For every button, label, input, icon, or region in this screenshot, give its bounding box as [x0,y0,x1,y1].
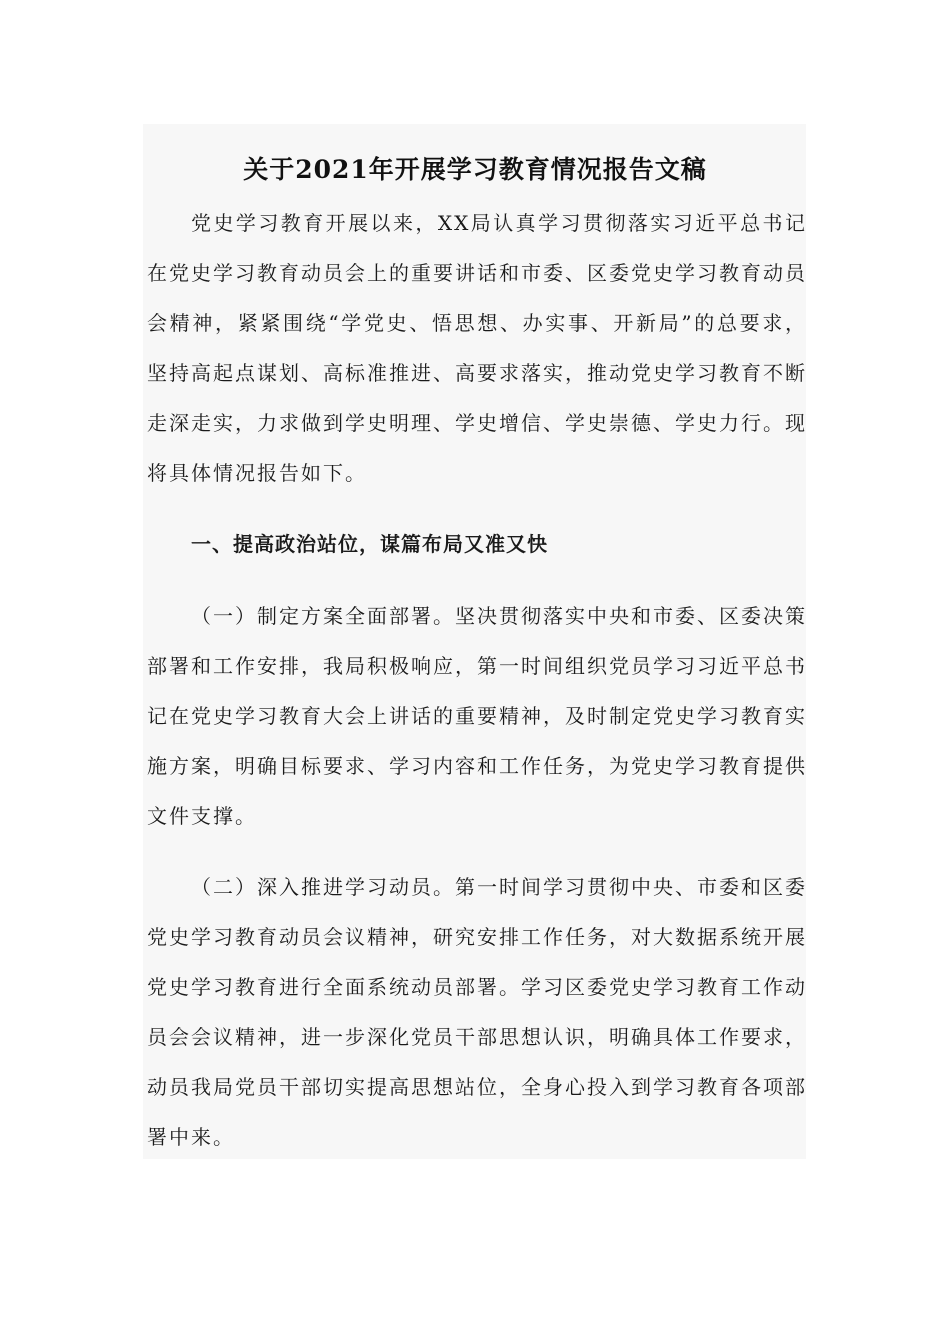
document-title: 关于2021年开展学习教育情况报告文稿 [243,154,707,184]
section-heading: 一、提高政治站位，谋篇布局又准又快 [191,532,548,556]
paragraph-1: （一）制定方案全面部署。坚决贯彻落实中央和市委、区委决策部署和工作安排，我局积极响应，第一时间组织党员学习习近平总书记在党史学习教育大会上讲话的重要精神，及时制定党史学习教育实施方案，明确目标要求、学习内容和工作任务，为党史学习教育提供文件支撑。 [147,604,807,828]
paragraph-2: （二）深入推进学习动员。第一时间学习贯彻中央、市委和区委党史学习教育动员会议精神，研究安排工作任务，对大数据系统开展党史学习教育进行全面系统动员部署。学习区委党史学习教育工作动员会会议精神，进一步深化党员干部思想认识，明确具体工作要求，动员我局党员干部切实提高思想站位，全身心投入到学习教育各项部署中来。 [147,875,807,1149]
intro-paragraph: 党史学习教育开展以来，XX局认真学习贯彻落实习近平总书记在党史学习教育动员会上的重要讲话和市委、区委党史学习教育动员会精神，紧紧围绕“学党史、悟思想、办实事、开新局”的总要求，坚持高起点谋划、高标准推进、高要求落实，推动党史学习教育不断走深走实，力求做到学史明理、学史增信、学史崇德、学史力行。现将具体情况报告如下。 [147,211,807,485]
